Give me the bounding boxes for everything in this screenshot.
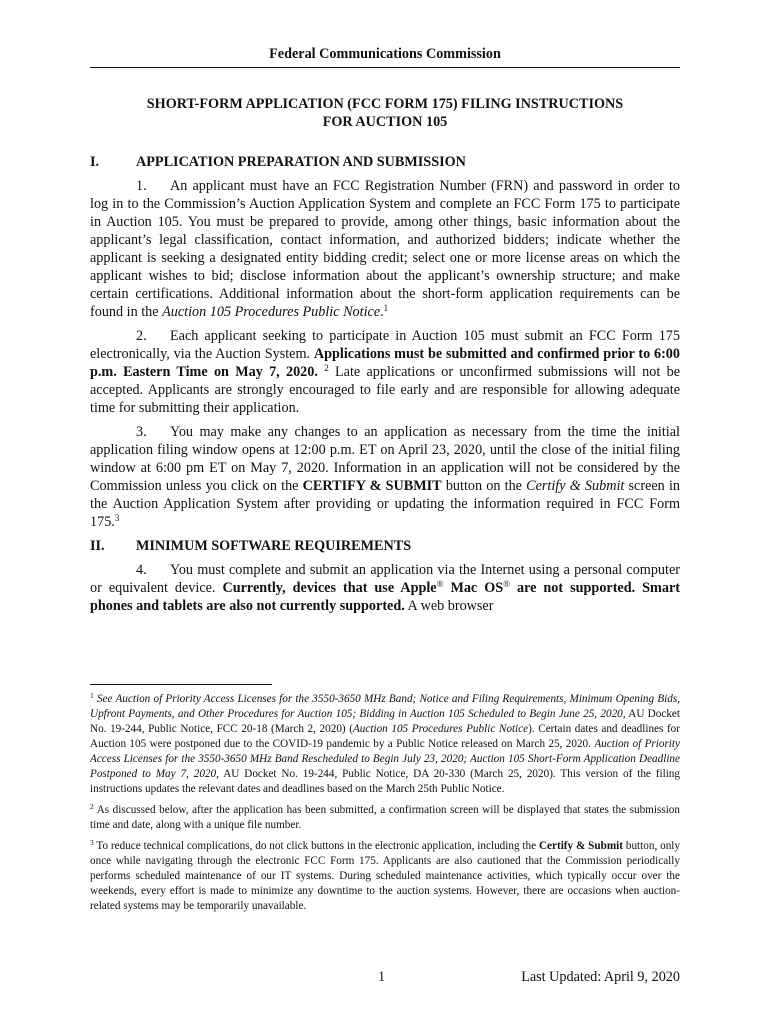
footnote-ref: 2	[324, 363, 329, 373]
header-rule	[90, 67, 680, 68]
paragraph-3: 3. You may make any changes to an application as necessary from the time the initial application filing window opens at 12:00 p.m. ET on April 23, 2020, until the close of the initial filing window at 6:00 pm ET on May 7, 2020. Information in an application will not be considered by the Commission unless you click on the CERTIFY & SUBMIT button on the Certify & Submit screen in the Auction Application System after providing or updating the information required in FCC Form 175.$^3$	[90, 424, 680, 530]
title-line-2: FOR AUCTION 105	[322, 114, 448, 130]
footnote-1: $^1$ See Auction of Priority Access Licenses for the 3550-3650 MHz Band; Notice and Filing Requirements, Minimum Opening Bids, Upfront Payments, and Other Procedures for Auction 105; Bidding in Auction 105 Scheduled to Begin June 25, 2020, AU Docket No. 19-244, Public Notice, FCC 20-18 (March 2, 2020) (Auction 105 Procedures Public Notice). Certain dates and deadlines for Auction 105 were postponed due to the COVID-19 pandemic by a Public Notice released on March 25, 2020. Auction of Priority Access Licenses for the 3550-3650 MHz Band Rescheduled to Begin July 23, 2020; Auction 105 Short-Form Application Deadline Postponed to May 7, 2020, AU Docket No. 19-244, Public Notice, DA 20-330 (March 25, 2020). This version of the filing instructions updates the relevant dates and deadlines based on the March 25th Public Notice.	[90, 691, 681, 795]
footnote-ref: 1	[383, 303, 389, 313]
agency-header: Federal Communications Commission	[269, 46, 501, 62]
paragraph-number: 1.	[136, 178, 147, 194]
footnote-2: $^2$ As discussed below, after the application has been submitted, a confirmation screen will be displayed that states the submission time and date, along with a unique file number.	[90, 802, 680, 831]
footnote-number: 3	[90, 838, 94, 847]
footnote-number: 2	[90, 802, 94, 811]
footnotes	[90, 692, 680, 920]
paragraph-4: 4. You must complete and submit an application via the Internet using a personal computer or equivalent device. Currently, devices that use Apple® Mac OS® are not supported. Smart phones and tablets are also not currently supported. A web browser	[90, 562, 680, 614]
section-title: APPLICATION PREPARATION AND SUBMISSION	[136, 154, 466, 170]
footnote-separator	[90, 684, 272, 685]
section-heading-2	[90, 537, 680, 555]
last-updated: Last Updated: April 9, 2020	[521, 969, 680, 985]
section-heading-1	[90, 153, 680, 171]
section-title: MINIMUM SOFTWARE REQUIREMENTS	[136, 538, 412, 554]
paragraph-2: 2. Each applicant seeking to participate in Auction 105 must submit an FCC Form 175 electronically, via the Auction System. Applications must be submitted and confirmed prior to 6:00 p.m. Eastern Time on May 7, 2020. $^2$ Late applications or unconfirmed submissions will not be accepted. Applicants are strongly encouraged to file early and are responsible for allowing adequate time for submitting their application.	[90, 328, 680, 416]
section-number: I.	[90, 154, 100, 170]
footnote-number: 1	[90, 691, 94, 700]
document-title	[90, 95, 680, 131]
title-line-1: SHORT-FORM APPLICATION (FCC FORM 175) FILING INSTRUCTIONS	[146, 96, 624, 112]
paragraph-number: 2.	[136, 328, 147, 344]
section-number: II.	[90, 538, 105, 554]
footnote-ref: 3	[114, 513, 120, 523]
paragraph-number: 4.	[136, 562, 147, 578]
footnote-3: $^3$ To reduce technical complications, do not click buttons in the electronic application, including the Certify & Submit button, only once while navigating through the electronic FCC Form 175. Applicants are also cautioned that the Commission periodically performs scheduled maintenance of our IT systems. During scheduled maintenance activities, which typically occur over the weekends, every effort is made to minimize any downtime to the auction systems. However, there are occasions when auction-related systems may be temporarily unavailable.	[90, 838, 680, 912]
paragraph-number: 3.	[136, 424, 147, 440]
paragraph-1: 1. An applicant must have an FCC Registration Number (FRN) and password in order to log in to the Commission’s Auction Application System and complete an FCC Form 175 to participate in Auction 105. You must be prepared to provide, among other things, basic information about the applicant’s legal classification, contact information, and authorized bidders; indicate whether the applicant is seeking a designated entity bidding credit; select one or more license areas on which the applicant wishes to bid; disclose information about the applicant’s ownership structure; and make certain certifications. Additional information about the short-form application requirements can be found in the Auction 105 Procedures Public Notice.$^1$	[90, 178, 680, 320]
page-number: 1	[378, 969, 386, 985]
document-body	[90, 153, 680, 615]
